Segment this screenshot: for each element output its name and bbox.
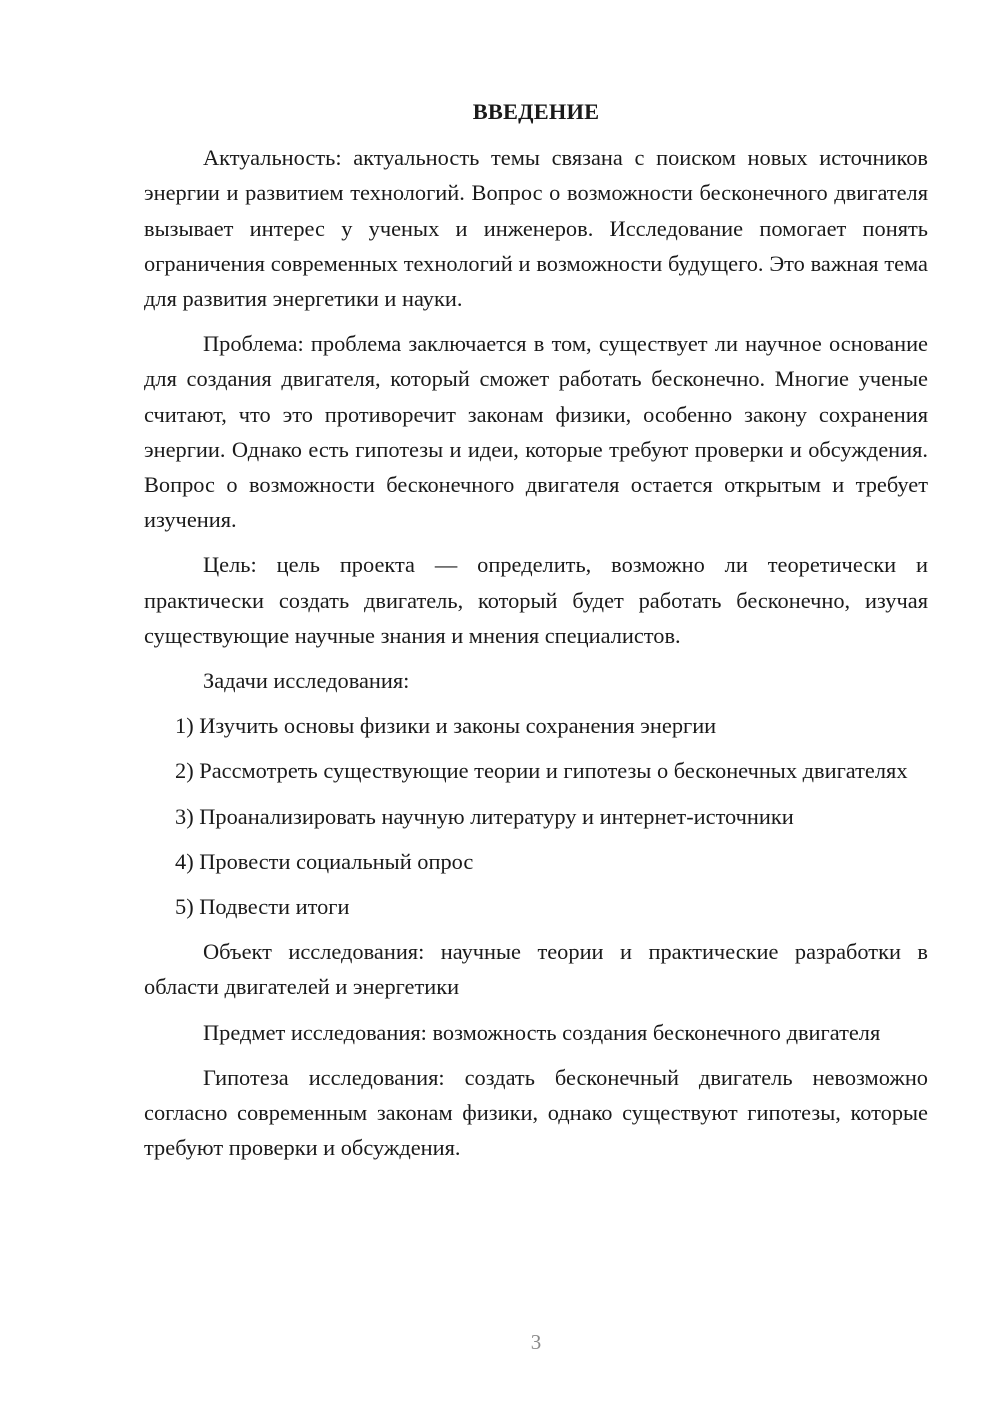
- page-content: [144, 94, 928, 1175]
- object-paragraph: Объект исследования: научные теории и практические разработки в области двигателей и энергетики: [144, 939, 928, 1000]
- goal-paragraph: Цель: цель проекта — определить, возможно ли теоретически и практически создать двигатель, который будет работать бесконечно, изучая существующие научные знания и мнения специалистов.: [144, 552, 928, 648]
- hypothesis-paragraph: Гипотеза исследования: создать бесконечный двигатель невозможно согласно современным законам физики, однако существуют гипотезы, которые требуют проверки и обсуждения.: [144, 1064, 928, 1161]
- relevance-paragraph: Актуальность: актуальность темы связана с поиском новых источников энергии и развитием технологий. Вопрос о возможности бесконечного двигателя вызывает интерес у ученых и инженеров. Исследование помогает понять ограничения современных технологий и возможности будущего. Это важная тема для развития энергетики и науки.: [144, 145, 928, 312]
- task-item-4: 4) Провести социальный опрос: [175, 848, 474, 874]
- subject-paragraph: Предмет исследования: возможность создания бесконечного двигателя: [203, 1019, 881, 1045]
- tasks-heading: Задачи исследования:: [203, 668, 410, 694]
- problem-paragraph: Проблема: проблема заключается в том, существует ли научное основание для создания двигателя, который сможет работать бесконечно. Многие ученые считают, что это противоречит законам физики, особенно закону сохранения энергии. Однако есть гипотезы и идеи, которые требуют проверки и обсуждения. Вопрос о возможности бесконечного двигателя остается открытым и требует изучения.: [144, 331, 928, 533]
- section-title: ВВЕДЕНИЕ: [472, 99, 600, 124]
- task-item-3: 3) Проанализировать научную литературу и интернет-источники: [175, 803, 794, 829]
- task-item-5: 5) Подвести итоги: [175, 894, 350, 920]
- page-number: 3: [530, 1330, 542, 1354]
- task-item-2: 2) Рассмотреть существующие теории и гипотезы о бесконечных двигателях: [175, 758, 908, 784]
- task-item-1: 1) Изучить основы физики и законы сохранения энергии: [175, 713, 717, 739]
